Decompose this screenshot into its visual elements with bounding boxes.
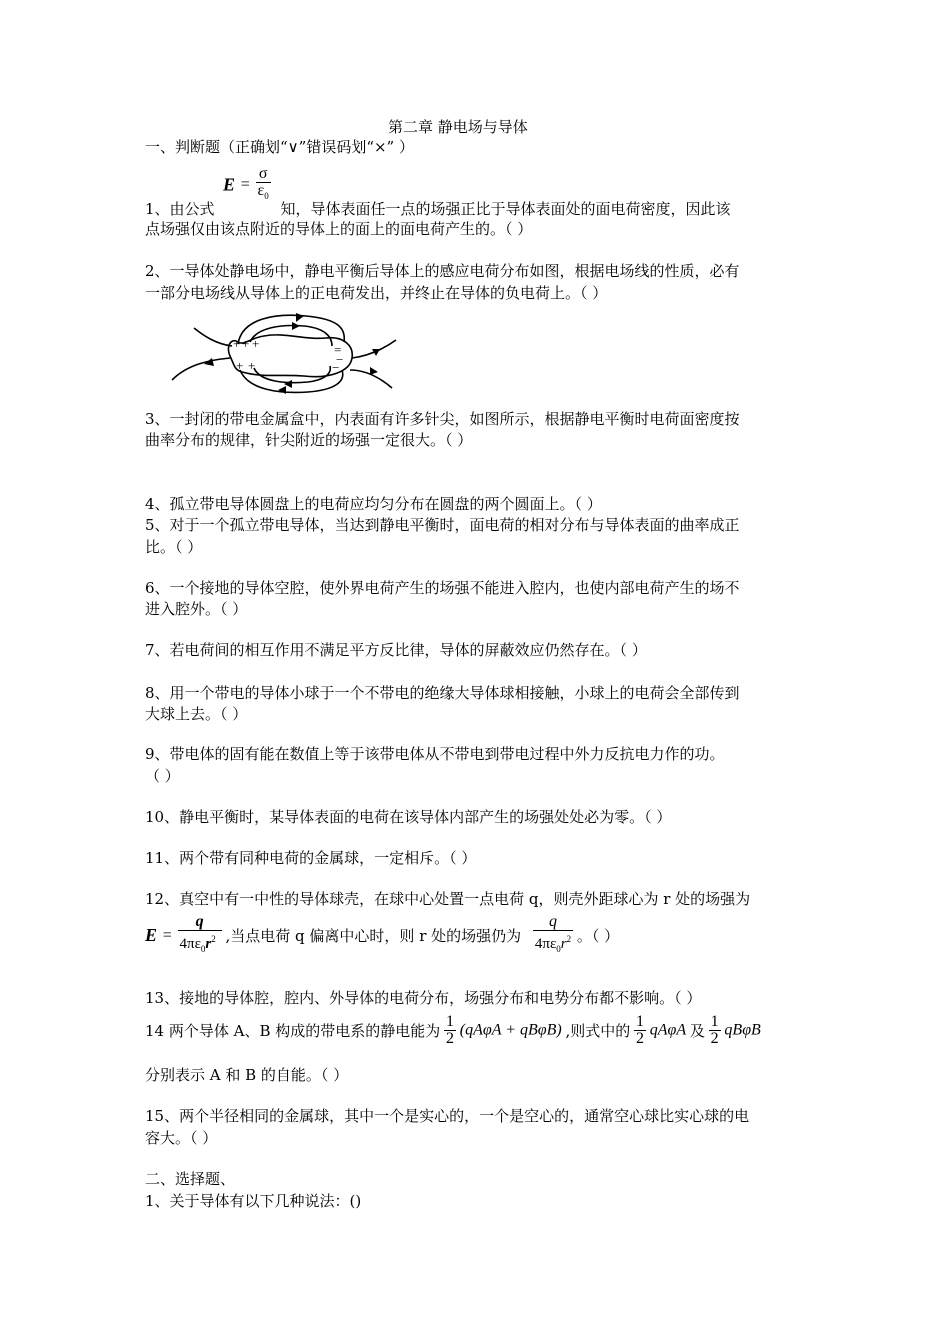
q14-fb-body: qBφB (724, 1021, 761, 1039)
plus-sign: + (248, 358, 256, 373)
q12-f2-den (533, 930, 573, 957)
q15-line1: 15、两个半径相同的金属球，其中一个是实心的，一个是空心的，通常空心球比实心球的电 (145, 1107, 750, 1125)
q12-fraction-2 (533, 914, 573, 957)
q14-f-num: 1 (446, 1013, 454, 1030)
ext-left-bottom (172, 358, 230, 380)
q2-line2: 一部分电场线从导体上的正电荷发出，并终止在导体的负电荷上。（ ） (145, 284, 608, 302)
q14-mid: ,则式中的 (565, 1022, 631, 1040)
q9-line2: （ ） (145, 767, 180, 785)
q13-line1: 13、接地的导体腔，腔内、外导体的电荷分布，场强分布和电势分布都不影响。（ ） (145, 989, 702, 1007)
q14-formula-line (145, 1014, 761, 1047)
plus-sign: + (233, 336, 241, 351)
arrow-head (278, 386, 286, 394)
minus-sign: − (332, 360, 340, 375)
minus-sign: − (336, 352, 344, 367)
formula-eq: = (240, 176, 250, 194)
q6-line2: 进入腔外。（ ） (145, 600, 248, 618)
q12-f1-num: q (195, 913, 204, 930)
q14-and: 及 (689, 1022, 705, 1040)
q12-f1-den-a: 4πε (179, 936, 201, 952)
q14-fa-body: qAφA (649, 1021, 687, 1039)
q2-line1: 2、一导体处静电场中，静电平衡后导体上的感应电荷分布如图，根据电场线的性质，必有 (145, 262, 740, 280)
plus-sign: + (252, 336, 260, 351)
formula-lhs: E (223, 174, 236, 195)
q5-line1: 5、对于一个孤立带电导体，当达到静电平衡时，面电荷的相对分布与导体表面的曲率成正 (145, 516, 740, 534)
q8-line2: 大球上去。（ ） (145, 705, 248, 723)
q12-f1-lhs: E (145, 925, 158, 945)
plus-sign: + (242, 336, 250, 351)
field-arrows (204, 313, 380, 394)
q12-f1-den-sub: 0 (200, 944, 206, 954)
q1-rest: 知，导体表面任一点的场强正比于导体表面处的面电荷密度，因此该 (280, 200, 731, 218)
q1-line1 (145, 199, 731, 219)
section-heading-true-false: 一、判断题（正确划“∨”错误码划“×” ） (145, 138, 414, 156)
q12-f2-den-a: 4πε (534, 936, 557, 952)
q12-line1: 12、真空中有一中性的导体球壳，在球中心处置一点电荷 q，则壳外距球心为 r 处的场强为 (145, 890, 751, 908)
minus-sign: = (334, 342, 342, 357)
q14-prefix: 14 两个导体 A、B 构成的带电系的静电能为 (145, 1022, 441, 1040)
q10-line1: 10、静电平衡时，某导体表面的电荷在该导体内部产生的场强处处必为零。（ ） (145, 808, 672, 826)
q12-f1-eq: = (162, 926, 172, 944)
q4-line1: 4、孤立带电导体圆盘上的电荷应均匀分布在圆盘的两个圆面上。（ ） (145, 495, 602, 513)
q14-fa-num: 1 (636, 1013, 644, 1030)
q12-f1-den-r: r (205, 936, 212, 952)
inner-loop-bottom (254, 366, 330, 383)
q12-f1-den (178, 930, 222, 957)
q12-f2-den-sup: 2 (566, 934, 572, 944)
q8-line1: 8、用一个带电的导体小球于一个不带电的绝缘大导体球相接触，小球上的电荷会全部传到 (145, 684, 740, 702)
conductor-field-figure (168, 312, 403, 394)
q15-line2: 容大。（ ） (145, 1129, 218, 1147)
q3-line2: 曲率分布的规律，针尖附近的场强一定很大。（ ） (145, 431, 473, 449)
q6-line1: 6、一个接地的导体空腔，使外界电荷产生的场强不能进入腔内，也使内部电荷产生的场不 (145, 579, 740, 597)
q12-end-text: 。（ ） (576, 927, 620, 945)
q1-line2: 点场强仅由该点附近的导体上的面上的面电荷产生的。（ ） (145, 220, 533, 238)
q12-f1-den-sup: 2 (211, 934, 216, 944)
formula-den-symbol: ε (257, 182, 265, 199)
q14-half-fraction (444, 1014, 456, 1047)
section-heading-choice: 二、选择题、 (145, 1170, 236, 1188)
ext-left-top (194, 328, 232, 346)
q11-line1: 11、两个带有同种电荷的金属球，一定相斥。（ ） (145, 849, 477, 867)
arrow-head (292, 322, 300, 330)
q14-half-fraction-b (709, 1014, 721, 1047)
q14-fb-num: 1 (710, 1013, 719, 1030)
q14-fa-den: 2 (636, 1030, 644, 1047)
formula-den-sub: 0 (264, 191, 269, 202)
q12-f2-den-r: r (560, 936, 567, 952)
arrow-head (296, 313, 304, 322)
charge-signs (233, 336, 343, 375)
q3-line1: 3、一封闭的带电金属盒中，内表面有许多针尖，如图所示，根据静电平衡时电荷面密度按 (145, 410, 740, 428)
q14-half-fraction-a (634, 1014, 646, 1047)
q14-line2: 分别表示 A 和 B 的自能。（ ） (145, 1066, 349, 1084)
plus-sign: + (236, 358, 244, 373)
q1-prefix: 1、由公式 (145, 200, 215, 218)
q7-line1: 7、若电荷间的相互作用不满足平方反比律，导体的屏蔽效应仍然存在。（ ） (145, 641, 647, 659)
s2-q1-line1: 1、关于导体有以下几种说法：() (145, 1192, 362, 1210)
page-title: 第二章 静电场与导体 (388, 118, 528, 136)
q12-f2-num: q (549, 913, 557, 930)
q12-f2-den-sub: 0 (556, 944, 561, 954)
arrow-head (370, 367, 378, 375)
q5-line2: 比。（ ） (145, 538, 203, 556)
q14-fb-den: 2 (710, 1030, 719, 1047)
q12-formula-line (145, 914, 619, 957)
q12-fraction-1 (178, 914, 222, 957)
q9-line1: 9、带电体的固有能在数值上等于该带电体从不带电到带电过程中外力反抗电力作的功。 (145, 745, 725, 763)
field-lines (172, 315, 396, 392)
q14-f-body: (qAφA + qBφB) (459, 1021, 562, 1039)
q12-mid-text: ,当点电荷 q 偏离中心时，则 r 处的场强仍为 (225, 927, 522, 945)
formula-numerator: σ (258, 165, 268, 182)
q14-f-den: 2 (446, 1030, 454, 1047)
